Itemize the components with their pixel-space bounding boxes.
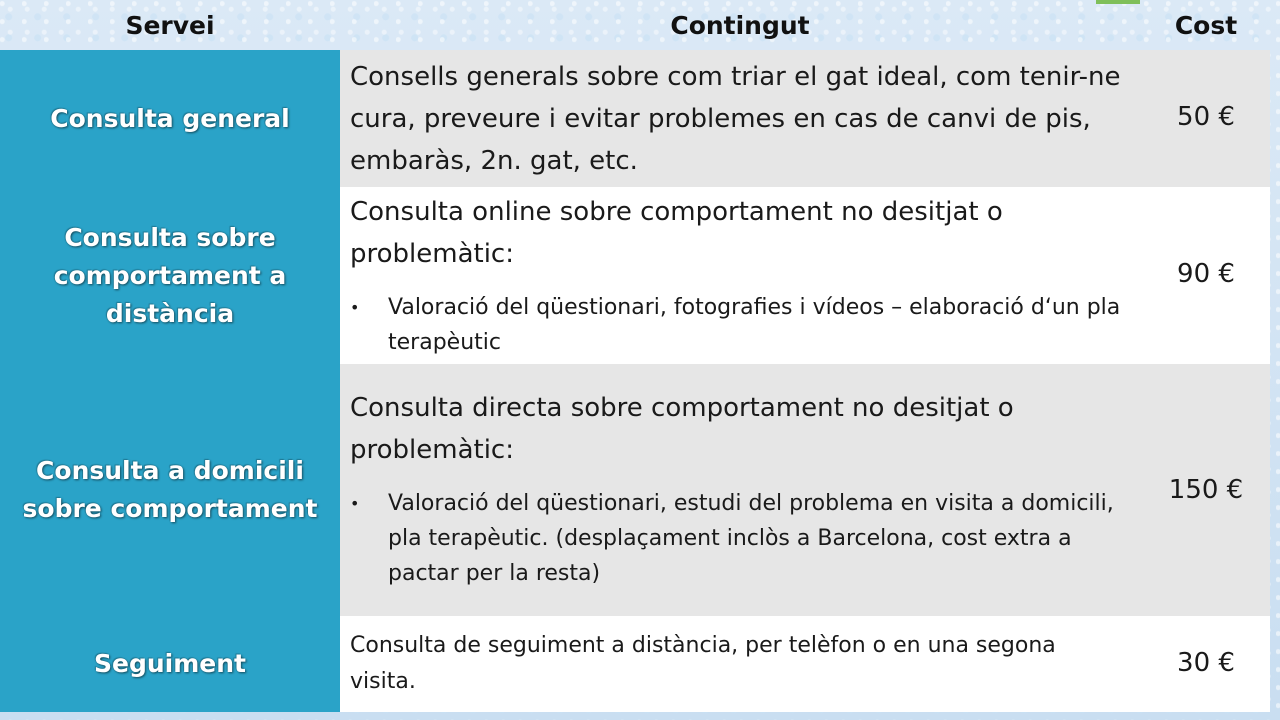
service-name: Consulta sobre comportament a distància (53, 222, 287, 328)
table-row-consulta-distancia (0, 187, 1280, 364)
service-cell (0, 364, 340, 616)
table-row-consulta-domicili (0, 364, 1280, 616)
service-name: Consulta general (50, 103, 290, 133)
content-cell (340, 50, 1270, 187)
cost-value: 50 € (1177, 102, 1235, 132)
header-contingut: Contingut (670, 11, 810, 40)
service-cell (0, 616, 340, 712)
table-row-seguiment (0, 616, 1280, 712)
service-name: Seguiment (94, 649, 246, 678)
content-text: Consells generals sobre com triar el gat ideal, com tenir-ne cura, preveure i evitar problemes en cas de canvi de pis, embaràs, 2n. gat, etc. (350, 62, 1121, 176)
header-servei: Servei (125, 11, 215, 40)
table-row-consulta-general (0, 50, 1280, 187)
cost-value: 30 € (1177, 648, 1235, 678)
cost-value: 90 € (1177, 259, 1235, 289)
content-cell (340, 616, 1270, 712)
bullet-dot-icon: • (350, 494, 360, 513)
bullet-text: Valoració del qüestionari, estudi del problema en visita a domicili, pla terapèutic. (desplaçament inclòs a Barcelona, cost extra a pactar per la resta) (388, 491, 1114, 586)
content-text: Consulta directa sobre comportament no desitjat o problemàtic: (350, 393, 1014, 465)
content-text: Consulta online sobre comportament no desitjat o problemàtic: (350, 197, 1003, 269)
header-cost: Cost (1174, 11, 1238, 40)
content-cell (340, 187, 1270, 364)
bullet-dot-icon: • (350, 298, 360, 317)
content-cell (340, 364, 1270, 616)
service-cell (0, 50, 340, 187)
cost-value: 150 € (1168, 475, 1244, 505)
table-header (0, 0, 1280, 50)
content-text: Consulta de seguiment a distància, per telèfon o en una segona visita. (350, 633, 1056, 694)
bullet-text: Valoració del qüestionari, fotografies i vídeos – elaboració d‘un pla terapèutic (388, 295, 1121, 355)
service-cell (0, 187, 340, 364)
service-name: Consulta a domicili sobre comportament (22, 456, 318, 523)
